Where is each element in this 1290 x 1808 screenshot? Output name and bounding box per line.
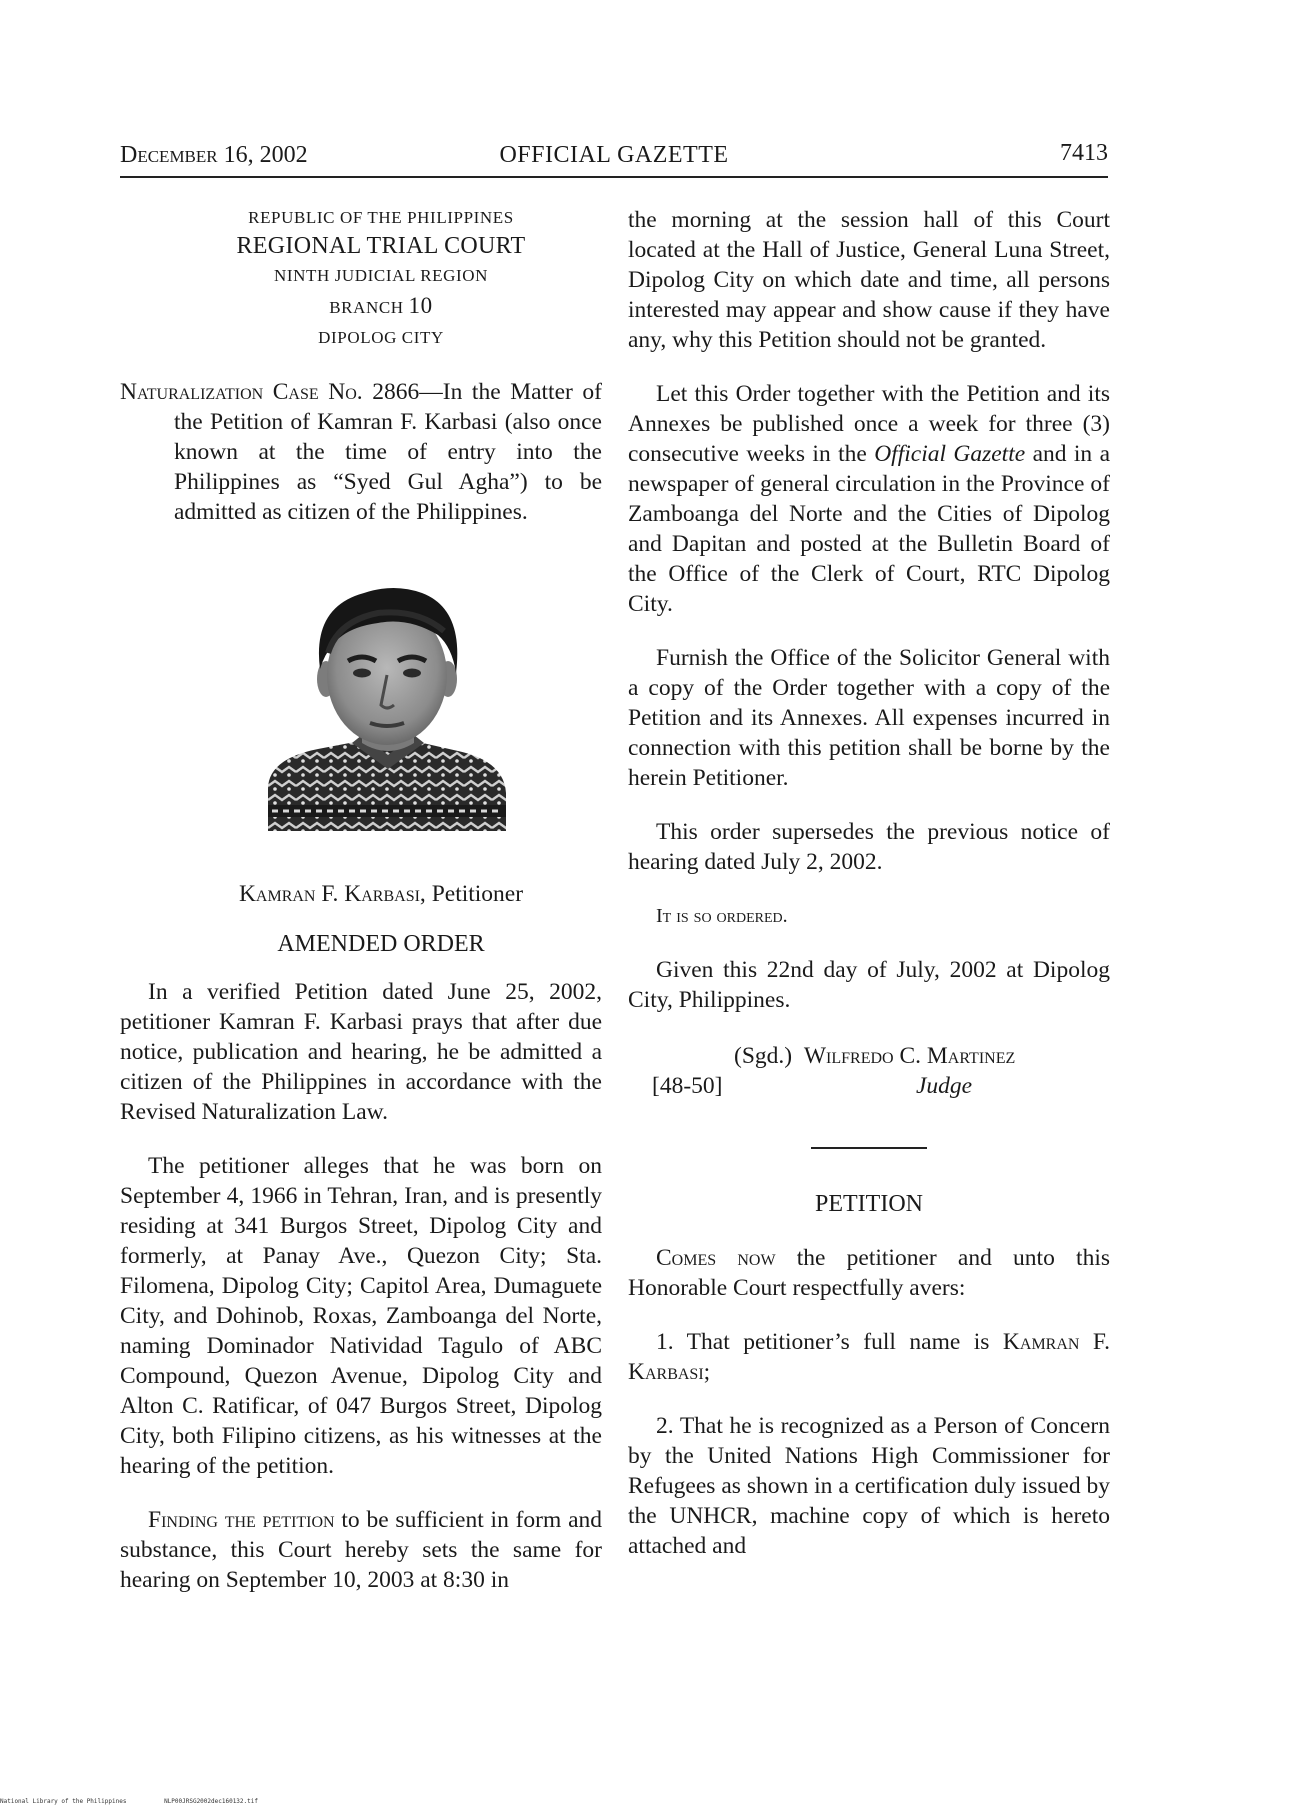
petitioner-name: Kamran F. Karbasi, bbox=[238, 881, 426, 907]
order-paragraph-4-a: Let this Order together with the Petition and its Annexes be published once a week for three (3) consecutive weeks in the bbox=[628, 381, 1110, 467]
left-column bbox=[120, 205, 602, 1595]
branch-number: 10 bbox=[408, 293, 433, 318]
judicial-region: NINTH JUDICIAL REGION bbox=[273, 266, 489, 285]
case-number: 2866 bbox=[372, 379, 420, 405]
petition-item-1-name: Kamran F. Karbasi; bbox=[628, 1329, 1110, 1385]
right-column bbox=[628, 205, 1110, 1561]
order-paragraph-4 bbox=[628, 379, 1110, 619]
order-title: AMENDED ORDER bbox=[277, 931, 485, 957]
scan-footer bbox=[0, 1798, 292, 1805]
petitioner-photo bbox=[268, 583, 506, 831]
gazette-italic: Official Gazette bbox=[874, 441, 1026, 467]
judge-title: Judge bbox=[916, 1073, 973, 1099]
case-label: Naturalization Case No. bbox=[120, 379, 363, 405]
petition-intro-text: the petitioner and unto this Honorable Court respectfully avers: bbox=[628, 1245, 1110, 1301]
running-head bbox=[120, 140, 1108, 178]
case-caption-text: —In the Matter of the Petition of Kamran F. Karbasi (also once known at the time of entry into the Philippines as “Syed Gul Agha”) to be admitted as citizen of the Philippines. bbox=[174, 379, 603, 525]
issue-date: December 16, 2002 bbox=[120, 142, 308, 168]
page-number: 7413 bbox=[1060, 140, 1108, 166]
publication-title: OFFICIAL GAZETTE bbox=[499, 142, 729, 168]
order-paragraph-4-b: and in a newspaper of general circulation in the Province of Zamboanga del Norte and the Cities of Dipolog and Dapitan and posted at the Bulletin Board of the Office of the Clerk of Court, RTC Dipolog City. bbox=[628, 441, 1110, 617]
judge-name: Wilfredo C. Martinez bbox=[803, 1043, 1016, 1069]
petition-intro bbox=[628, 1243, 1110, 1303]
order-paragraph-3-text: to be sufficient in form and substance, this Court hereby sets the same for hearing on September 10, 2003 at 8:30 in bbox=[120, 1507, 603, 1593]
branch-label: BRANCH bbox=[329, 298, 404, 317]
library-credit: National Library of the Philippines bbox=[0, 1798, 127, 1805]
petition-item-1 bbox=[628, 1327, 1110, 1387]
republic-line: REPUBLIC OF THE PHILIPPINES bbox=[248, 208, 514, 227]
court-name: REGIONAL TRIAL COURT bbox=[236, 233, 526, 259]
signature-line bbox=[734, 1041, 1015, 1071]
order-paragraph-6: This order supersedes the previous notice of hearing dated July 2, 2002. bbox=[628, 819, 1110, 875]
signed-mark: (Sgd.) bbox=[734, 1043, 793, 1069]
order-paragraph-1: In a verified Petition dated June 25, 2002, petitioner Kamran F. Karbasi prays that after due notice, publication and hearing, he be admitted a citizen of the Philippines in accordance with the Revised Naturalization Law. bbox=[120, 979, 602, 1125]
so-ordered: It is so ordered. bbox=[656, 905, 788, 927]
reference-number: [48-50] bbox=[652, 1073, 723, 1099]
order-paragraph-3-lead: Finding the petition bbox=[148, 1507, 335, 1533]
court-heading bbox=[160, 205, 602, 353]
petition-intro-lead: Comes now bbox=[656, 1245, 776, 1271]
given-date: Given this 22nd day of July, 2002 at Dipolog City, Philippines. bbox=[628, 957, 1110, 1013]
court-city: DIPOLOG CITY bbox=[318, 328, 444, 347]
order-paragraph-2: The petitioner alleges that he was born on September 4, 1966 in Tehran, Iran, and is presently residing at 341 Burgos Street, Dipolog City and formerly, at Panay Ave., Quezon City; Sta. Filomena, Dipolog City; Capitol Area, Dumaguete City, and Dohinob, Roxas, Zamboanga del Norte, naming Dominador Natividad Tagulo of ABC Compound, Quezon Avenue, Dipolog City and Alton C. Ratificar, of 047 Burgos Street, Dipolog City, both Filipino citizens, as his witnesses at the hearing of the petition. bbox=[120, 1153, 602, 1479]
order-paragraph-3 bbox=[120, 1505, 602, 1595]
case-caption bbox=[120, 377, 602, 527]
petitioner-role: Petitioner bbox=[431, 881, 524, 907]
section-divider bbox=[811, 1147, 927, 1149]
petition-title: PETITION bbox=[815, 1191, 923, 1217]
scan-file-id: NLP00JRSG2002dec160132.tif bbox=[164, 1798, 258, 1805]
order-paragraph-3-continued: the morning at the session hall of this Court located at the Hall of Justice, General Luna Street, Dipolog City on which date and time, all persons interested may appear and show cause if they have any, why this Petition should not be granted. bbox=[628, 207, 1110, 353]
signature-block bbox=[628, 1041, 1110, 1101]
branch-line bbox=[160, 291, 602, 323]
order-paragraph-5: Furnish the Office of the Solicitor General with a copy of the Order together with a copy of the Petition and its Annexes. All expenses incurred in connection with this petition shall be borne by the herein Petitioner. bbox=[628, 645, 1110, 791]
petition-item-2: 2. That he is recognized as a Person of Concern by the United Nations High Commissioner for Refugees as shown in a certification duly issued by the UNHCR, machine copy of which is hereto attached and bbox=[628, 1413, 1110, 1559]
petition-item-1-text: 1. That petitioner’s full name is bbox=[656, 1329, 1003, 1355]
petitioner-line bbox=[160, 879, 602, 909]
